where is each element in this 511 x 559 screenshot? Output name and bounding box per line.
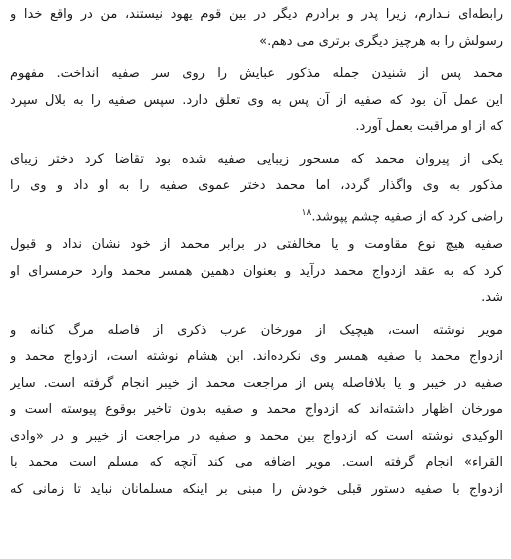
paragraph-5	[10, 318, 503, 504]
text-line: یکی از پیروان محمد که مسحور زیبایی صفیه شده بود تقاضا کرد دختر زیبای	[10, 151, 503, 167]
text-line: که از او مراقبت بعمل آورد.	[355, 119, 503, 134]
text-line: رابطه‌ای نـدارم، زیرا پدر و برادرم دیگر در بین قوم یهود نیستند، من در واقع خدا و	[10, 7, 503, 22]
footnote-marker: ۱۸	[301, 207, 312, 218]
text-line: راضی کرد که از صفیه چشم پپوشد.	[311, 208, 503, 224]
text-line: القراء» انجام گرفته است. مویر اضافه می کند آنچه که مسلم است محمد با	[10, 455, 503, 470]
text-line: صفیه در خیبر و یا بلافاصله پس از مراجعت محمد از خیبر انجام گرفته است. سایر	[10, 375, 503, 391]
paragraph-1	[10, 2, 503, 55]
paragraph-4	[10, 232, 503, 312]
text-line-with-footnote	[10, 200, 503, 227]
text-line: کرد که به عقد ازدواج محمد درآید و بعنوان دهمین همسر محمد وارد حرمسرای او	[10, 263, 503, 279]
text-line: الوکیدی نوشته است که ازدواج بین محمد و صفیه در مراجعت از خیبر و در «وادی	[10, 428, 503, 444]
text-line: ازدواج محمد با صفیه همسر وی نکرده‌اند. ابن هشام نوشته است، ازدواج محمد و	[10, 349, 503, 364]
text-line: صفیه هیچ نوع مقاومت و یا مخالفتی در برابر محمد از خود نشان نداد و قبول	[10, 237, 503, 252]
text-line: ازدواج با صفیه دستور قبلی خودش را مبنی بر اینکه مسلمانان نباید تا زمانی که	[10, 481, 503, 497]
text-line: شد.	[481, 290, 503, 305]
text-line: مذکور به وی واگذار گردد، اما محمد دختر عموی صفیه را به او داد و وی را	[10, 178, 503, 193]
text-line: این عمل آن بود که صفیه از آن پس به وی تعلق دارد. سپس صفیه را به بلال سپرد	[10, 92, 503, 108]
text-line: محمد پس از شنیدن جمله مذکور عبایش را روی سر صفیه انداخت. مفهوم	[10, 66, 503, 81]
text-line: مویر نوشته است، هیچیک از مورخان عرب ذکری از فاصله مرگ کنانه و	[10, 322, 503, 338]
paragraph-3	[10, 147, 503, 227]
text-line: رسولش را به هرچیز دیگری برتری می دهم.»	[259, 33, 503, 49]
text-line: مورخان اظهار داشته‌اند که ازدواج محمد و صفیه بدون تاخیر بوقوع پیوسته است و	[10, 402, 503, 417]
paragraph-2	[10, 61, 503, 141]
